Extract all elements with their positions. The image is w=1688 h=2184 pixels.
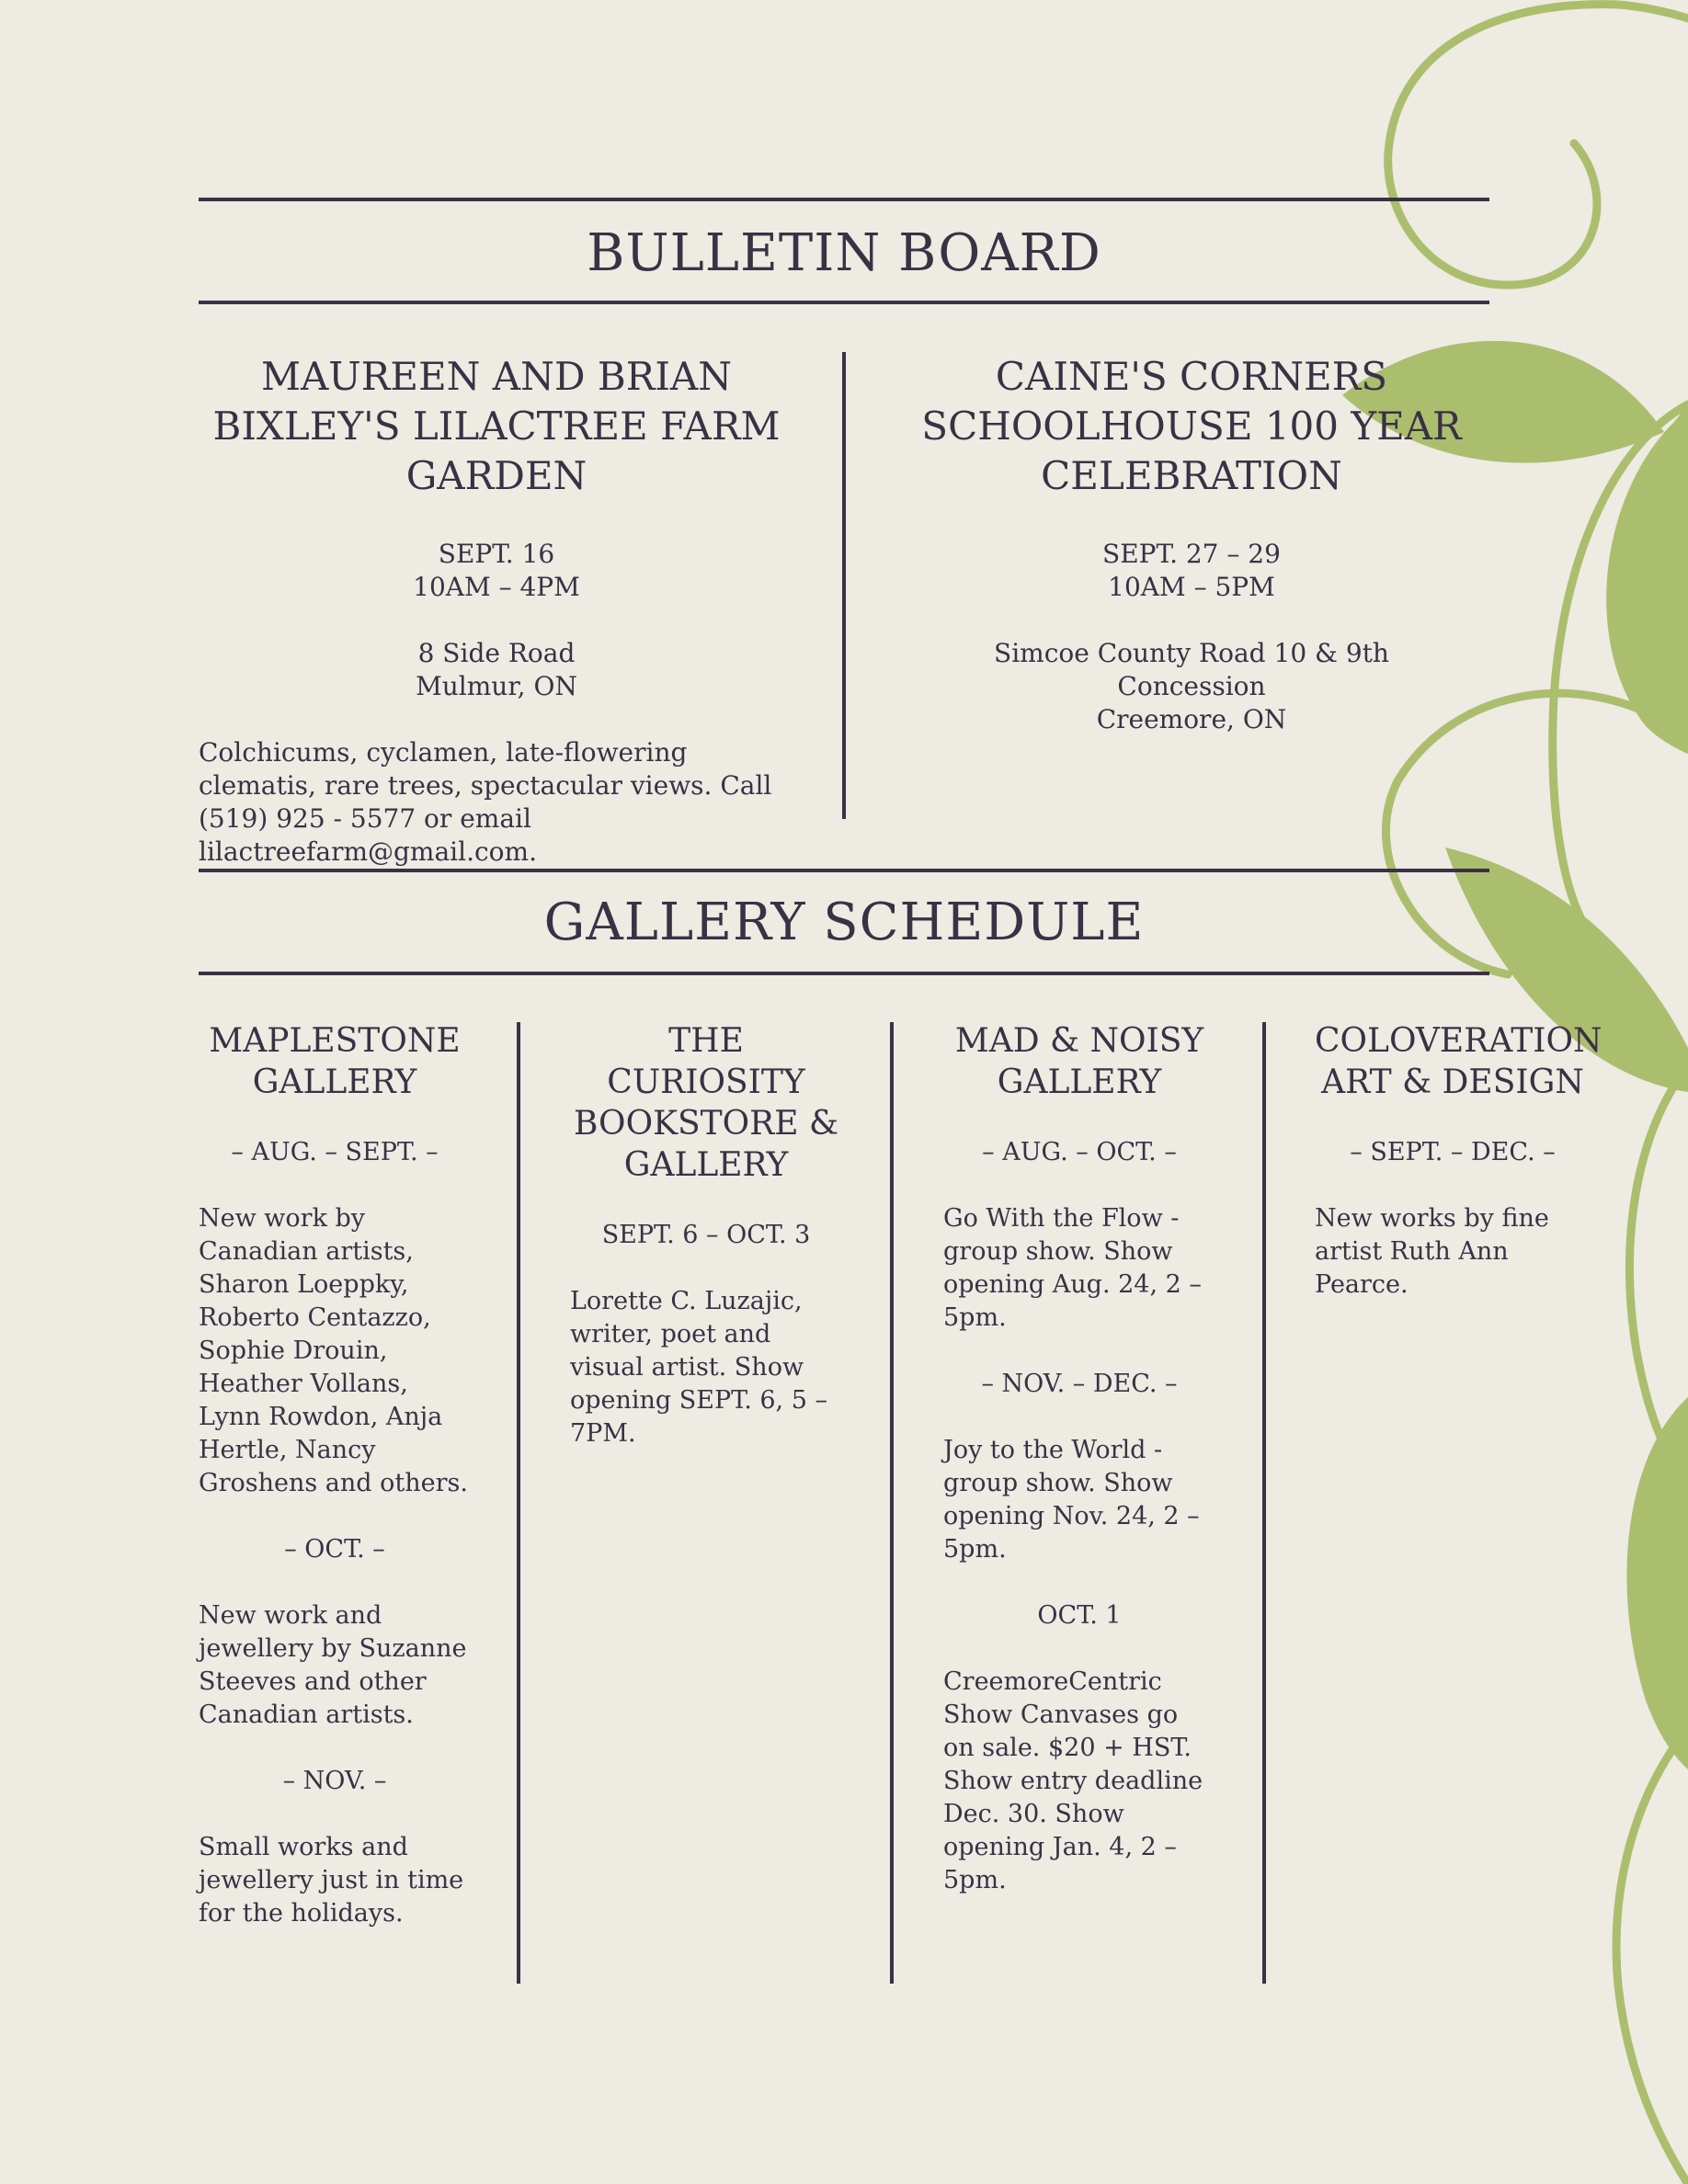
gallery-period: – AUG. – SEPT. – bbox=[231, 1138, 439, 1166]
gallery-mad-noisy bbox=[943, 1020, 1215, 1897]
gallery-divider-1 bbox=[517, 1022, 520, 1984]
gallery-period: OCT. 1 bbox=[1037, 1601, 1122, 1630]
event-time: 10AM – 4PM bbox=[413, 572, 580, 602]
gallery-period: – NOV. – bbox=[282, 1767, 387, 1795]
event-date: SEPT. 27 – 29 bbox=[1102, 539, 1281, 569]
event-title: MAUREEN AND BRIAN BIXLEY'S LILACTREE FARM GARDEN bbox=[212, 354, 781, 498]
gallery-entry-text: New works by fine artist Ruth Ann Pearce. bbox=[1315, 1204, 1549, 1299]
gallery-divider-3 bbox=[1262, 1022, 1266, 1984]
gallery-period: – AUG. – OCT. – bbox=[982, 1138, 1177, 1166]
gallery-curiosity bbox=[570, 1020, 842, 1450]
gallery-entry-text: Lorette C. Luzajic, writer, poet and visual artist. Show opening SEPT. 6, 5 – 7PM. bbox=[570, 1287, 827, 1448]
gallery-name: THE CURIOSITY BOOKSTORE & GALLERY bbox=[573, 1022, 839, 1184]
gallery-coloveration bbox=[1315, 1020, 1602, 1302]
event-address-line2: Creemore, ON bbox=[1096, 704, 1287, 734]
gallery-maplestone bbox=[199, 1020, 471, 1930]
gallery-name: COLOVERATION ART & DESIGN bbox=[1315, 1022, 1602, 1101]
gallery-entry-text: New work by Canadian artists, Sharon Loeppky, Roberto Centazzo, Sophie Drouin, Heather Vollans, Lynn Rowdon, Anja Hertle, Nancy Groshens and others. bbox=[199, 1204, 468, 1497]
rule-bulletin-bottom bbox=[199, 301, 1489, 304]
bulletin-title: BULLETIN BOARD bbox=[587, 223, 1101, 283]
gallery-entry-text: New work and jewellery by Suzanne Steeves and other Canadian artists. bbox=[199, 1601, 467, 1729]
bulletin-event-2 bbox=[919, 352, 1464, 736]
event-address-line1: Simcoe County Road 10 & 9th Concession bbox=[994, 638, 1389, 701]
gallery-name: MAD & NOISY GALLERY bbox=[954, 1022, 1204, 1101]
event-address-line2: Mulmur, ON bbox=[416, 671, 577, 701]
gallery-divider-2 bbox=[890, 1022, 894, 1984]
gallery-entry-text: Joy to the World - group show. Show opening Nov. 24, 2 – 5pm. bbox=[943, 1436, 1200, 1564]
event-date: SEPT. 16 bbox=[438, 539, 555, 569]
gallery-period: – SEPT. – DEC. – bbox=[1350, 1138, 1556, 1166]
rule-top bbox=[199, 198, 1489, 201]
event-address-line1: 8 Side Road bbox=[417, 638, 576, 668]
gallery-title: GALLERY SCHEDULE bbox=[543, 893, 1145, 952]
gallery-period: – OCT. – bbox=[284, 1535, 385, 1564]
gallery-period: – NOV. – DEC. – bbox=[981, 1370, 1178, 1398]
gallery-period: SEPT. 6 – OCT. 3 bbox=[601, 1221, 811, 1249]
gallery-entry-text: Small works and jewellery just in time for the holidays. bbox=[199, 1833, 464, 1928]
gallery-entry-text: CreemoreCentric Show Canvases go on sale. $20 + HST. Show entry deadline Dec. 30. Show opening Jan. 4, 2 – 5pm. bbox=[943, 1667, 1203, 1894]
event-time: 10AM – 5PM bbox=[1108, 572, 1275, 602]
gallery-entry-text: Go With the Flow - group show. Show opening Aug. 24, 2 – 5pm. bbox=[943, 1204, 1202, 1332]
rule-gallery-bottom bbox=[199, 972, 1489, 975]
event-title: CAINE'S CORNERS SCHOOLHOUSE 100 YEAR CELEBRATION bbox=[921, 354, 1462, 498]
bulletin-divider bbox=[842, 352, 846, 819]
rule-gallery-top bbox=[199, 869, 1489, 872]
event-description: Colchicums, cyclamen, late-flowering clematis, rare trees, spectacular views. Call (519) 925 - 5577 or email lilactreefarm@gmail.com. bbox=[199, 737, 772, 867]
bulletin-event-1 bbox=[199, 352, 794, 869]
gallery-name: MAPLESTONE GALLERY bbox=[209, 1022, 461, 1101]
